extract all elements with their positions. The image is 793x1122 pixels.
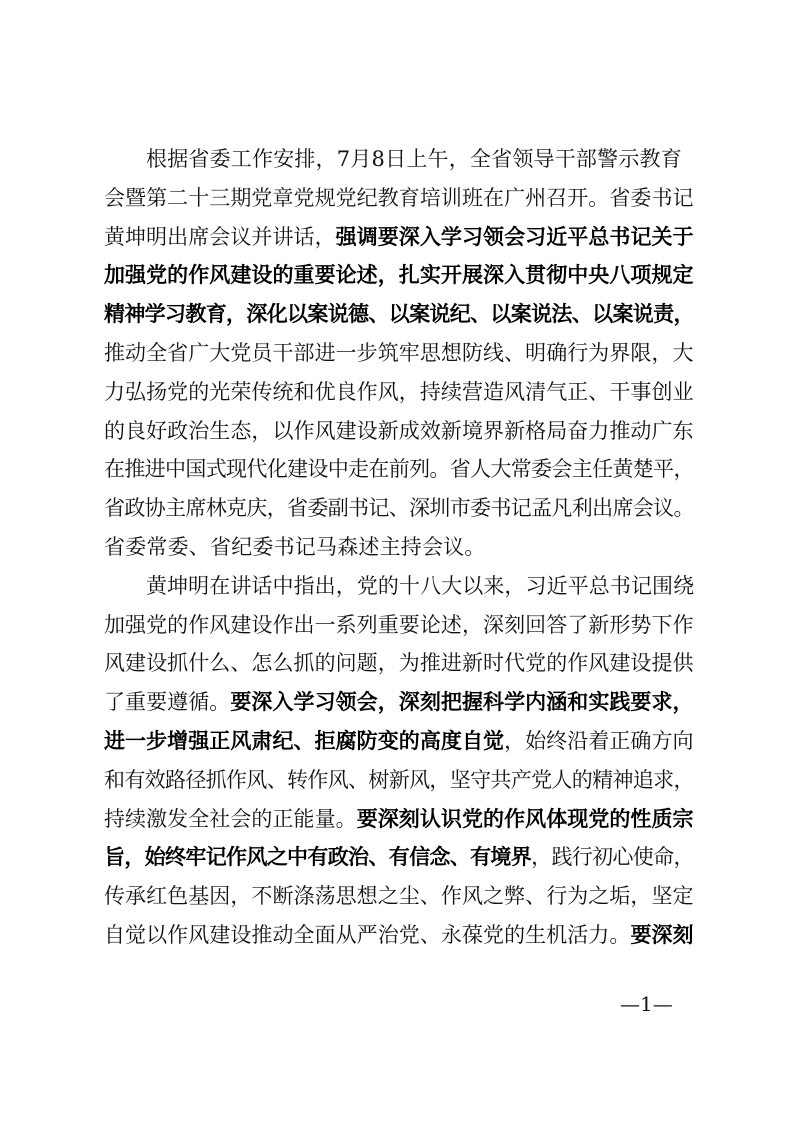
text-line bbox=[104, 916, 694, 955]
text-run: 黄坤明出席会议并讲话， bbox=[104, 224, 336, 249]
bold-text-run: 旨，始终牢记作风之中有政治、有信念、有境界 bbox=[104, 844, 532, 870]
paragraph bbox=[104, 567, 694, 955]
text-run: 力弘扬党的光荣传统和优良作风，持续营造风清气正、干事创业 bbox=[104, 379, 694, 404]
text-run: 黄坤明在讲话中指出，党的十八大以来，习近平总书记围绕 bbox=[146, 573, 695, 598]
text-line bbox=[104, 373, 694, 412]
text-run: 自觉以作风建设推动全面从严治党、永葆党的生机活力。 bbox=[104, 922, 631, 947]
text-run: 风建设抓什么、怎么抓的问题，为推进新时代党的作风建设提供 bbox=[104, 651, 694, 676]
text-line bbox=[104, 877, 694, 916]
bold-text-run: 要深刻认识党的作风体现党的性质宗 bbox=[356, 805, 694, 831]
text-run: 加强党的作风建设作出一系列重要论述，深刻回答了新形势下作 bbox=[104, 612, 694, 637]
text-line bbox=[104, 412, 694, 451]
text-line bbox=[104, 838, 694, 877]
bold-text-run: 要深刻 bbox=[630, 921, 694, 947]
document-body bbox=[104, 140, 694, 955]
text-line bbox=[104, 295, 694, 334]
text-run: 在推进中国式现代化建设中走在前列。省人大常委会主任黄楚平， bbox=[104, 457, 694, 482]
text-line bbox=[104, 528, 694, 567]
text-run: 持续激发全社会的正能量。 bbox=[104, 806, 357, 831]
text-line bbox=[104, 606, 694, 645]
text-line bbox=[104, 683, 694, 722]
text-line bbox=[104, 179, 694, 218]
text-run: 传承红色基因，不断涤荡思想之尘、作风之弊、行为之垢，坚定 bbox=[104, 884, 694, 909]
text-run: 省政协主席林克庆，省委副书记、深圳市委书记孟凡利出席会议。 bbox=[104, 496, 694, 521]
text-run: 的良好政治生态，以作风建设新成效新境界新格局奋力推动广东 bbox=[104, 418, 694, 443]
bold-text-run: 要深入学习领会，深刻把握科学内涵和实践要求， bbox=[230, 689, 694, 715]
text-line bbox=[104, 489, 694, 528]
text-line bbox=[104, 800, 694, 839]
text-line bbox=[104, 334, 694, 373]
paragraph bbox=[104, 140, 694, 567]
text-line bbox=[104, 140, 694, 179]
bold-text-run: 精神学习教育，深化以案说德、以案说纪、以案说法、以案说责， bbox=[104, 301, 694, 327]
text-line bbox=[104, 722, 694, 761]
bold-text-run: 进一步增强正风肃纪、拒腐防变的高度自觉 bbox=[104, 727, 505, 753]
bold-text-run: 加强党的作风建设的重要论述，扎实开展深入贯彻中央八项规定 bbox=[104, 262, 694, 288]
text-run: 了重要遵循。 bbox=[104, 690, 231, 715]
text-run: 根据省委工作安排，7月8日上午，全省领导干部警示教育 bbox=[146, 147, 682, 171]
text-line bbox=[104, 761, 694, 800]
text-line bbox=[104, 256, 694, 295]
text-run: ，始终沿着正确方向 bbox=[504, 728, 694, 753]
text-run: 会暨第二十三期党章党规党纪教育培训班在广州召开。省委书记 bbox=[104, 185, 694, 210]
text-line bbox=[104, 450, 694, 489]
text-run: 省委常委、省纪委书记马森述主持会议。 bbox=[104, 534, 486, 559]
text-line bbox=[104, 644, 694, 683]
text-run: 推动全省广大党员干部进一步筑牢思想防线、明确行为界限，大 bbox=[104, 340, 694, 365]
text-run: ，践行初心使命， bbox=[531, 845, 694, 870]
page-number: —1— bbox=[620, 992, 673, 1016]
bold-text-run: 强调要深入学习领会习近平总书记关于 bbox=[335, 223, 694, 249]
text-line bbox=[104, 567, 694, 606]
text-run: 和有效路径抓作风、转作风、树新风，坚守共产党人的精神追求， bbox=[104, 767, 694, 792]
text-line bbox=[104, 218, 694, 257]
